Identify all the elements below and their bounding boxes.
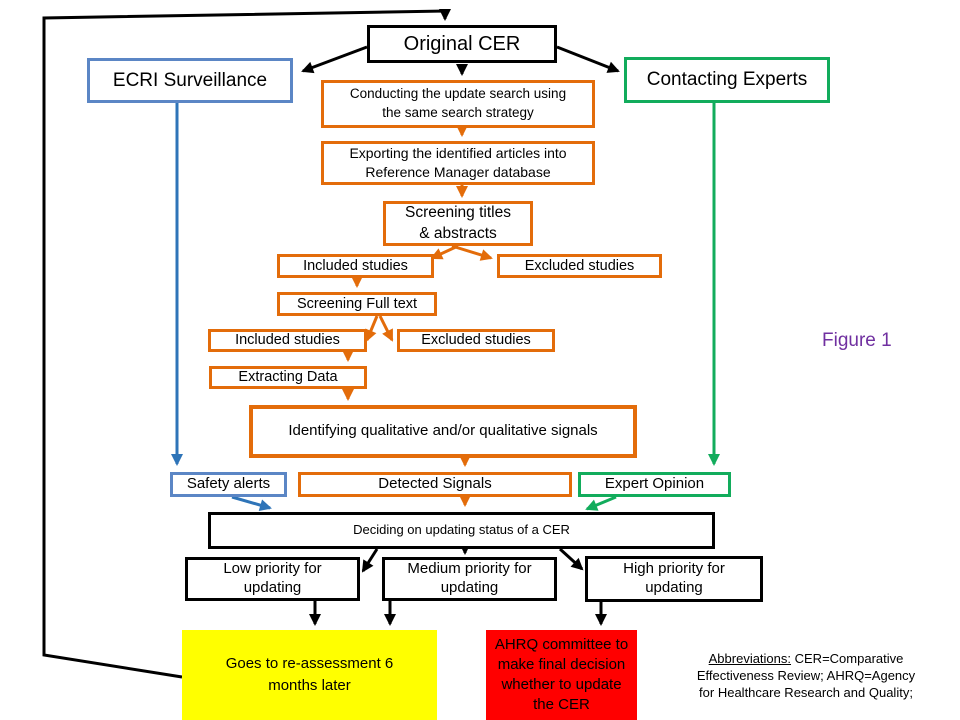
excluded-studies-1-label: Excluded studies [524, 257, 635, 274]
low-priority-line2: updating [243, 579, 302, 596]
included-studies-2-box [208, 329, 367, 352]
abbreviations-line1-rest: CER=Comparative [791, 651, 904, 666]
excluded-studies-1-box [497, 254, 662, 278]
connector-fulltext-to-included2 [367, 316, 377, 340]
screening-full-text-label: Screening Full text [296, 295, 418, 312]
extracting-data-box [209, 366, 367, 389]
contacting-experts-label: Contacting Experts [646, 69, 808, 91]
excluded-studies-2-label: Excluded studies [421, 332, 531, 349]
high-priority-line1: High priority for [623, 560, 725, 578]
connector-cer-to-ecri [303, 47, 367, 71]
screening-titles-box [383, 201, 533, 246]
connector-titles-to-excluded1 [452, 246, 491, 258]
reassessment-box [182, 630, 437, 720]
connector-fulltext-to-excluded2 [380, 316, 392, 340]
exporting-articles-line2: Reference Manager database [365, 164, 551, 180]
included-studies-1-label: Included studies [303, 257, 408, 274]
original-cer-label: Original CER [403, 32, 521, 55]
extracting-data-label: Extracting Data [238, 369, 338, 386]
conducting-search-box [321, 80, 595, 128]
medium-priority-line1: Medium priority for [407, 560, 532, 578]
figure-caption: Figure 1 [822, 330, 892, 351]
safety-alerts-label: Safety alerts [186, 475, 271, 493]
connector-cer-to-experts [557, 47, 618, 71]
exporting-articles-box [321, 141, 595, 185]
identifying-signals-label: Identifying qualitative and/or qualitative signals [288, 422, 598, 440]
expert-opinion-box [578, 472, 731, 497]
high-priority-box [585, 556, 763, 602]
expert-opinion-label: Expert Opinion [604, 475, 705, 493]
connector-deciding-to-low [363, 549, 377, 571]
included-studies-1-box [277, 254, 434, 278]
ecri-surveillance-label: ECRI Surveillance [112, 69, 268, 91]
deciding-status-box [208, 512, 715, 549]
low-priority-box [185, 557, 360, 601]
reassessment-line2: months later [268, 677, 351, 694]
exporting-articles-line1: Exporting the identified articles into [349, 145, 567, 162]
included-studies-2-label: Included studies [235, 332, 340, 349]
ahrq-committee-line2: make final decision [497, 655, 626, 673]
abbreviations-note [656, 650, 956, 701]
medium-priority-line2: updating [440, 579, 499, 596]
low-priority-line1: Low priority for [223, 560, 322, 578]
screening-titles-line2: & abstracts [419, 224, 497, 242]
detected-signals-box [298, 472, 572, 497]
excluded-studies-2-box [397, 329, 555, 352]
ahrq-committee-box [486, 630, 637, 720]
contacting-experts-box [624, 57, 830, 103]
screening-titles-line1: Screening titles [405, 204, 511, 222]
connector-opinion-to-deciding [587, 497, 616, 509]
conducting-search-line1: Conducting the update search using [349, 86, 567, 102]
abbreviations-line2: Effectiveness Review; AHRQ=Agency [696, 668, 916, 684]
reassessment-line1: Goes to re-assessment 6 [225, 655, 394, 673]
abbreviations-heading: Abbreviations: [708, 651, 792, 666]
ahrq-committee-line1: AHRQ committee to [494, 635, 629, 653]
high-priority-line2: updating [645, 579, 703, 596]
abbreviations-line3: for Healthcare Research and Quality; [699, 685, 913, 701]
ahrq-committee-line3: whether to update [501, 676, 622, 693]
original-cer-box [367, 25, 557, 63]
identifying-signals-box [249, 405, 637, 458]
deciding-status-label: Deciding on updating status of a CER [353, 522, 570, 538]
ecri-surveillance-box [87, 58, 293, 103]
connector-deciding-to-high [560, 549, 582, 569]
detected-signals-label: Detected Signals [378, 475, 492, 493]
connector-safety-to-deciding [232, 497, 270, 508]
ahrq-committee-line4: the CER [533, 696, 590, 714]
conducting-search-line2: the same search strategy [382, 105, 534, 120]
abbreviations-line1 [656, 650, 956, 667]
safety-alerts-box [170, 472, 287, 497]
medium-priority-box [382, 557, 557, 601]
screening-full-text-box [277, 292, 437, 316]
